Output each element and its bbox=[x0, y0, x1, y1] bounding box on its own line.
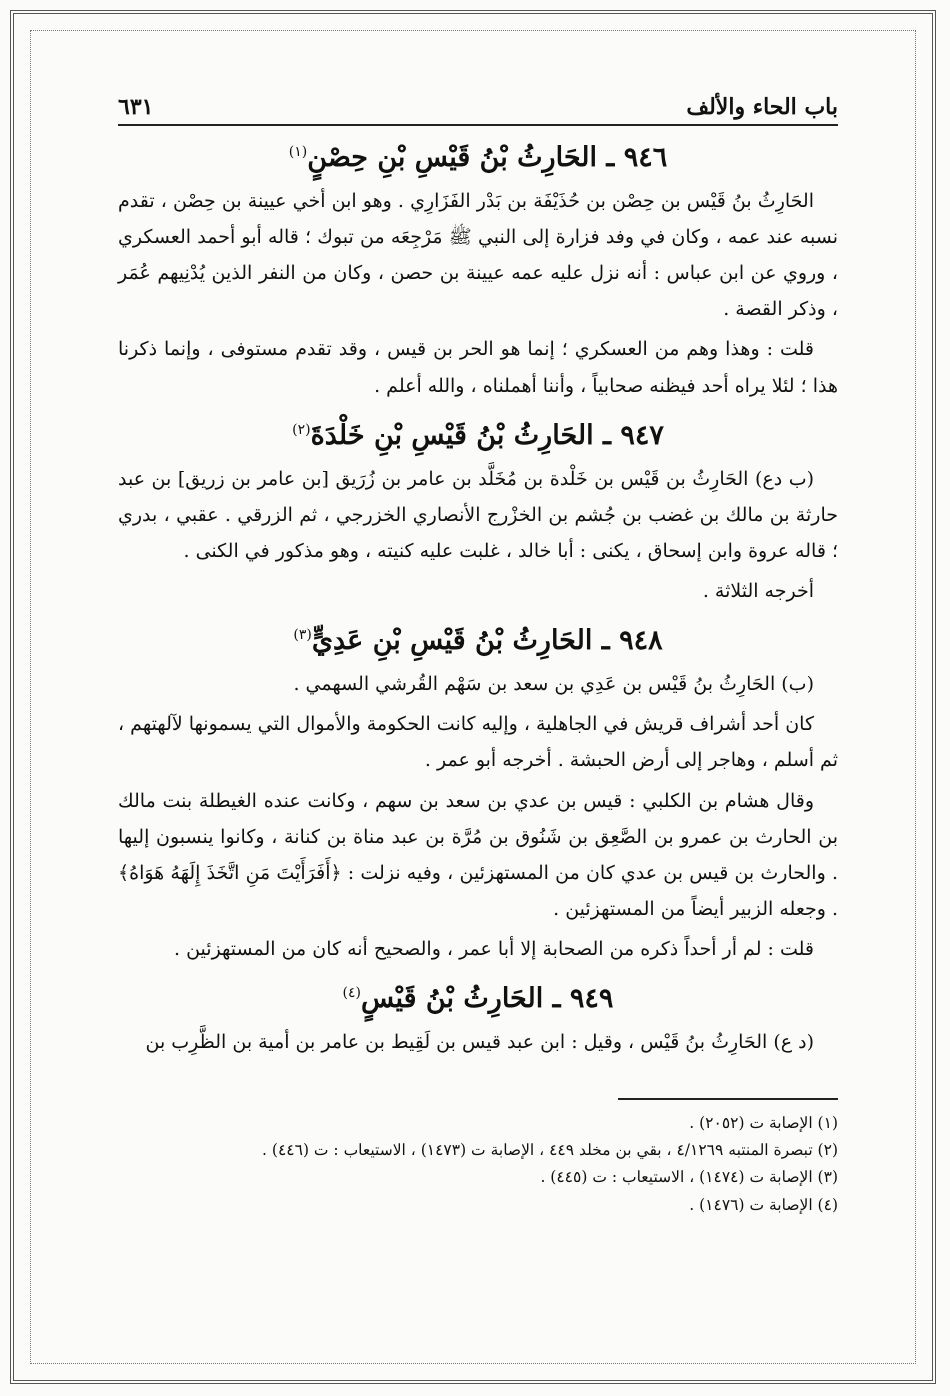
footnote-ref: (١) bbox=[288, 144, 308, 160]
chapter-title: باب الحاء والألف bbox=[686, 94, 838, 120]
entry-title-948 bbox=[118, 623, 838, 658]
footnote: (١) الإصابة ت (٢٠٥٢) . bbox=[689, 1114, 838, 1133]
entry-paragraph: كان أحد أشراف قريش في الجاهلية ، وإليه كانت الحكومة والأموال التي يسمونها لآلهتهم ، ثم أسلم ، وهاجر إلى أرض الحبشة . أخرجه أبو عمر . bbox=[118, 713, 838, 772]
footnote-ref: (٤) bbox=[342, 984, 362, 1001]
entry-heading: ٩٤٧ ـ الحَارِثُ بْنُ قَيْسِ بْنِ خَلْدَةَ bbox=[310, 419, 664, 451]
page-number: ٦٣١ bbox=[118, 94, 154, 120]
entry-heading: ٩٤٩ ـ الحَارِثُ بْنُ قَيْسٍ bbox=[361, 982, 614, 1014]
entry-paragraph: أخرجه الثلاثة . bbox=[702, 580, 814, 603]
entry-paragraph: (د ع) الحَارِثُ بنُ قَيْس ، وقيل : ابن عبد قيس بن لَقِيط بن عامر بن أمية بن الظَّرِب بن bbox=[145, 1031, 814, 1054]
entry-heading: ٩٤٦ ـ الحَارِثُ بْنُ قَيْسِ بْنِ حِصْنٍ bbox=[307, 142, 668, 173]
entry-heading: ٩٤٨ ـ الحَارِثُ بْنُ قَيْسِ بْنِ عَدِيٍّ bbox=[311, 625, 663, 657]
entry-paragraph: قلت : لم أر أحداً ذكره من الصحابة إلا أبا عمر ، والصحيح أنه كان من المستهزئين . bbox=[174, 937, 814, 960]
footnote-ref: (٢) bbox=[292, 421, 311, 438]
footnote-separator bbox=[618, 1098, 838, 1100]
entry-title-947 bbox=[118, 418, 838, 453]
entry-paragraph: قلت : وهذا وهم من العسكري ؛ إنما هو الحر بن قيس ، وقد تقدم مستوفى ، وإنما ذكرنا هذا ؛ لئلا يراه أحد فيظنه صحابياً ، وأننا أهملناه ، والله أعلم . bbox=[118, 338, 838, 397]
entry-paragraph: وقال هشام بن الكلبي : قيس بن عدي بن سعد بن سهم ، وكانت عنده الغيطلة بنت مالك بن الحارث بن عمرو بن الصَّعِق بن شَنُوق بن مُرَّة بن عبد مناة بن كنانة ، وكانوا ينسبون إليها . والحارث بن قيس بن عدي كان من المستهزئين ، وفيه نزلت : ﴿أَفَرَأَيْتَ مَنِ اتَّخَذَ إِلَهَهُ هَوَاهُ﴾ . وجعله الزبير أيضاً من المستهزئين . bbox=[118, 789, 838, 920]
footnote-ref: (٣) bbox=[293, 627, 312, 644]
entry-paragraph: الحَارِثُ بنُ قَيْس بن حِصْن بن حُذَيْفَة بن بَدْر الفَزَارِي . وهو ابن أخي عيينة بن حِصْن ، تقدم نسبه عند عمه ، وكان في وفد فزارة إلى النبي ﷺ مَرْجِعَه من تبوك ؛ قاله أبو أحمد العسكري ، وروي عن ابن عباس : أنه نزل عليه عمه عيينة بن حصن ، وكان من النفر الذين يُدْنِيهم عُمَر ، وذكر القصة . bbox=[118, 190, 838, 321]
entry-title-949 bbox=[118, 981, 838, 1016]
entry-paragraph: (ب دع) الحَارِثُ بن قَيْس بن خَلْدة بن مُخَلَّد بن عامر بن زُرَيق [بن عامر بن زريق] بن عبد حارثة بن مالك بن غضب بن جُشم بن الخزْرج الأنصاري الخزرجي ، ثم الزرقي . عقبي ، بدري ؛ قاله عروة وابن إسحاق ، يكنى : أبا خالد ، غلبت عليه كنيته ، وهو مذكور في الكنى . bbox=[118, 467, 838, 562]
footnote: (٢) تبصرة المنتبه ٤/١٢٦٩ ، بقي بن مخلد ٤٤٩ ، الإصابة ت (١٤٧٣) ، الاستيعاب : ت (٤٤٦) . bbox=[262, 1141, 838, 1160]
book-page bbox=[118, 80, 838, 1300]
entry-paragraph: (ب) الحَارِثُ بنُ قَيْس بن عَدِي بن سعد بن سَهْم القُرشي السهمي . bbox=[293, 673, 814, 696]
footnote: (٤) الإصابة ت (١٤٧٦) . bbox=[689, 1195, 838, 1214]
running-header bbox=[118, 80, 838, 126]
footnote: (٣) الإصابة ت (١٤٧٤) ، الاستيعاب : ت (٤٤٥) . bbox=[540, 1168, 838, 1187]
entry-title-946 bbox=[118, 140, 838, 175]
